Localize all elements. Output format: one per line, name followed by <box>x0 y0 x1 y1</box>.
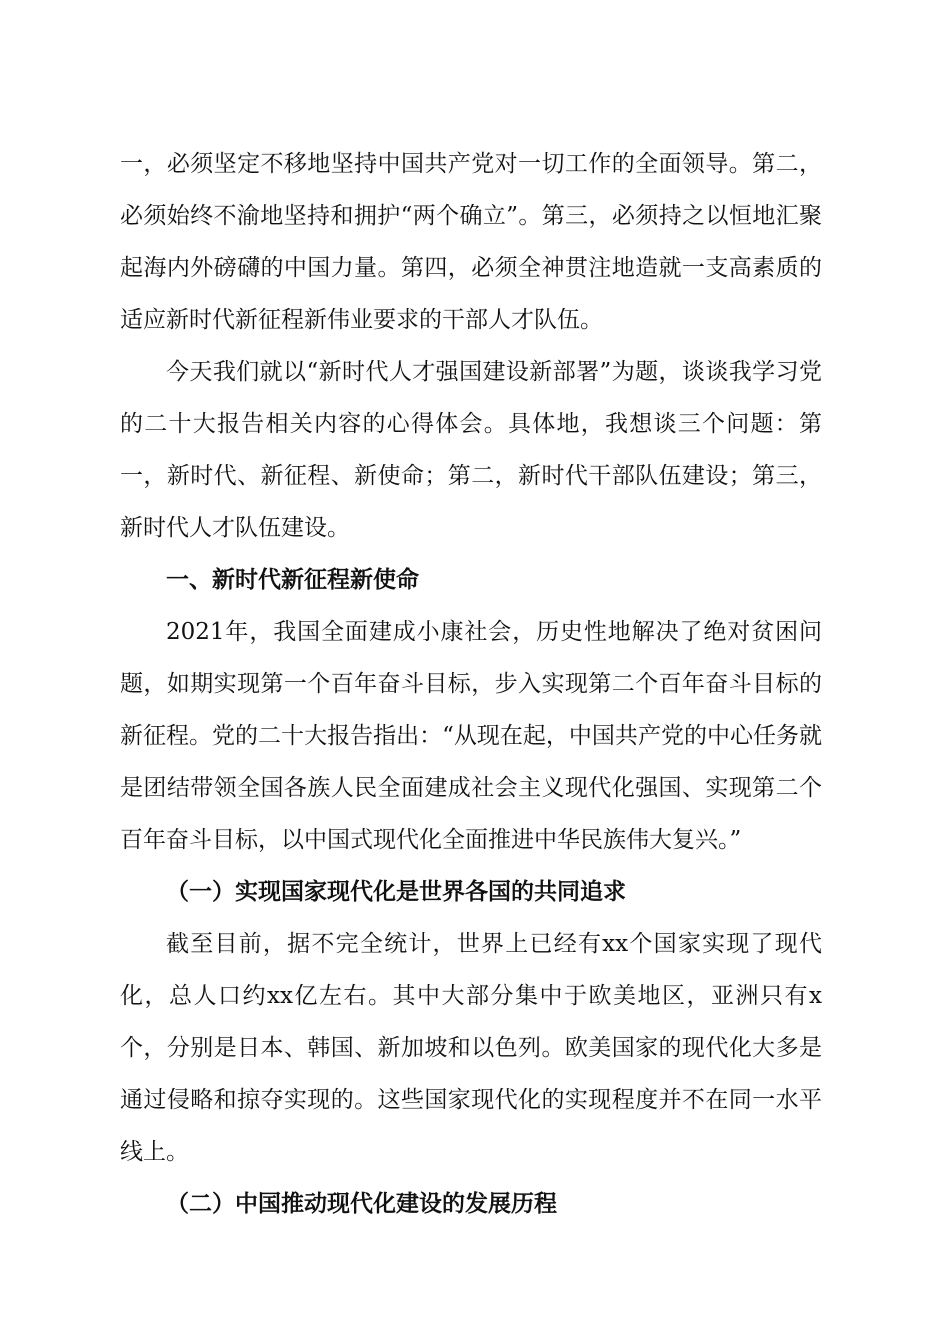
paragraph-intro: 今天我们就以“新时代人才强国建设新部署”为题，谈谈我学习党的二十大报告相关内容的心得体会。具体地，我想谈三个问题：第一，新时代、新征程、新使命；第二，新时代干部队伍建设；第三，新时代人才队伍建设。 <box>120 359 822 541</box>
document-page <box>120 138 822 1230</box>
paragraph-continuation: 一，必须坚定不移地坚持中国共产党对一切工作的全面领导。第二，必须始终不渝地坚持和拥护“两个确立”。第三，必须持之以恒地汇聚起海内外磅礴的中国力量。第四，必须全神贯注地造就一支高素质的适应新时代新征程新伟业要求的干部人才队伍。 <box>120 151 822 333</box>
paragraph-new-journey: 2021年，我国全面建成小康社会，历史性地解决了绝对贫困问题，如期实现第一个百年奋斗目标，步入实现第二个百年奋斗目标的新征程。党的二十大报告指出：“从现在起，中国共产党的中心任务就是团结带领全国各族人民全面建成社会主义现代化强国、实现第二个百年奋斗目标，以中国式现代化全面推进中华民族伟大复兴。” <box>120 619 822 853</box>
subsection-heading-1: （一）实现国家现代化是世界各国的共同追求 <box>166 878 626 905</box>
section-heading: 一、新时代新征程新使命 <box>166 567 419 593</box>
paragraph-modernization: 截至目前，据不完全统计，世界上已经有xx个国家实现了现代化，总人口约xx亿左右。其中大部分集中于欧美地区，亚洲只有x个，分别是日本、韩国、新加坡和以色列。欧美国家的现代化大多是通过侵略和掠夺实现的。这些国家现代化的实现程度并不在同一水平线上。 <box>120 931 822 1165</box>
subsection-heading-2: （二）中国推动现代化建设的发展历程 <box>166 1190 557 1217</box>
